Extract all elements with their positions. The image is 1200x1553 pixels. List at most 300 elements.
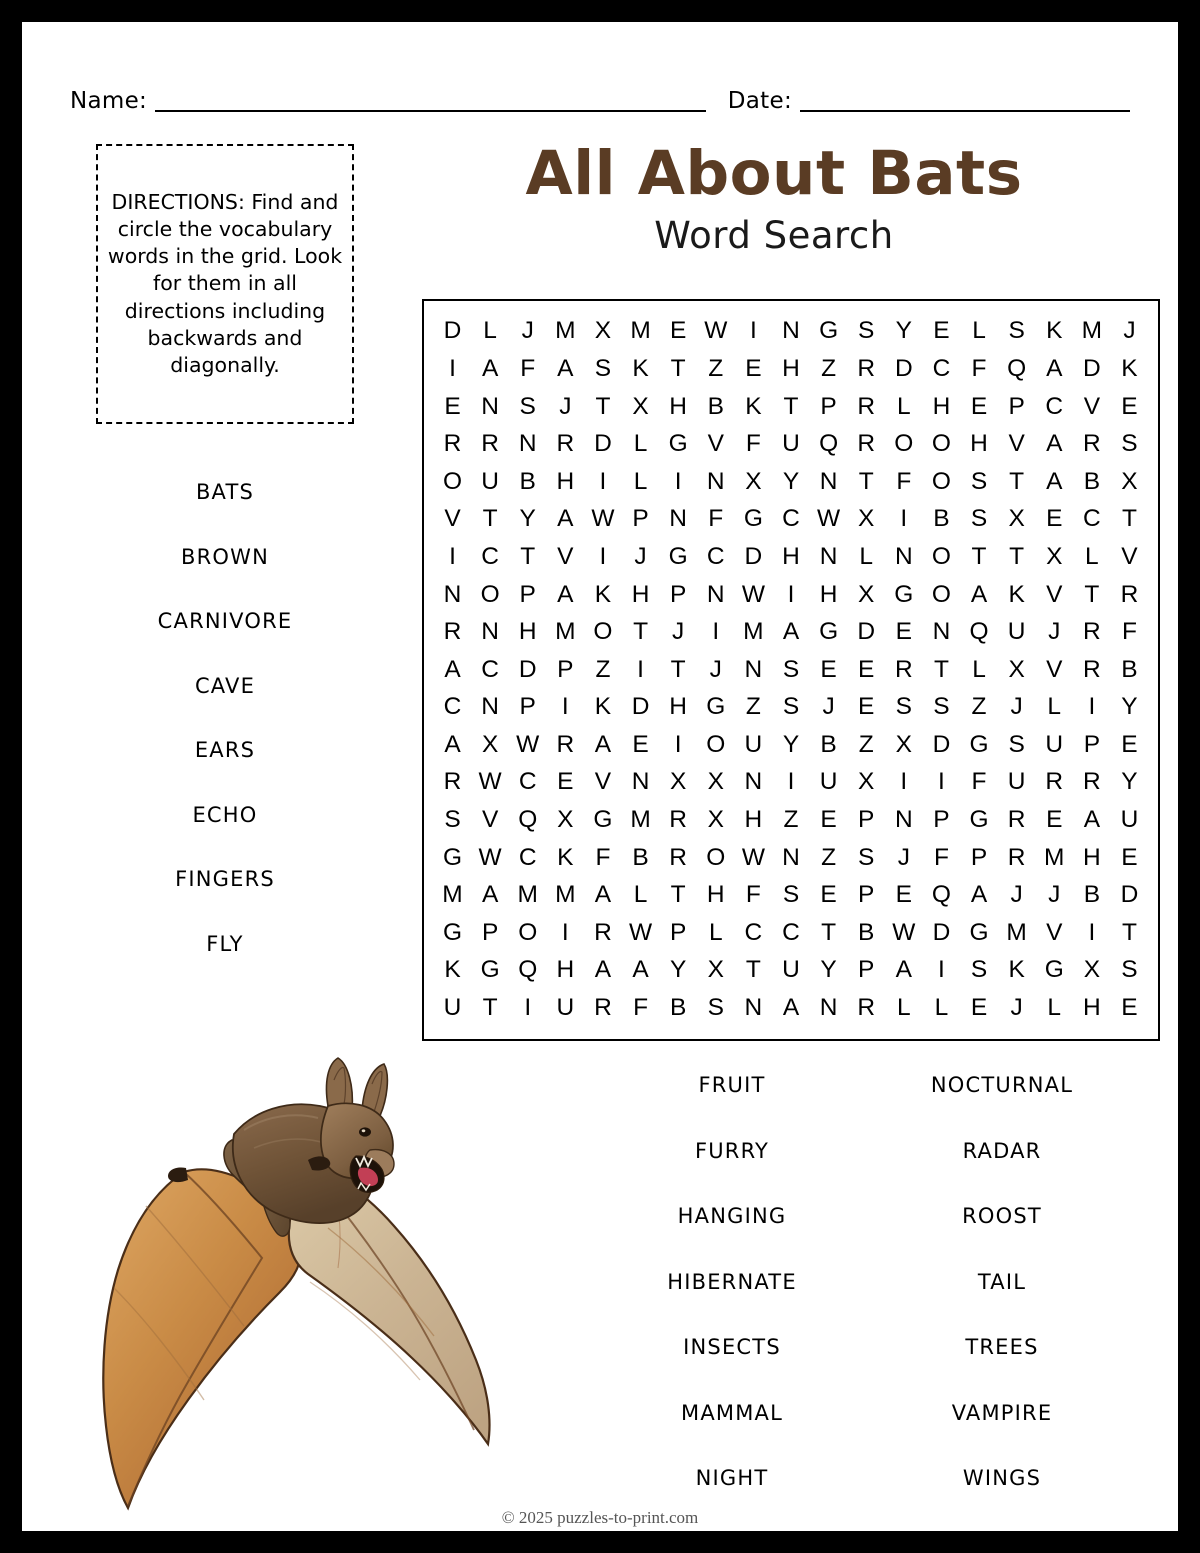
grid-cell[interactable]: B bbox=[1083, 881, 1101, 909]
grid-cell[interactable]: M bbox=[630, 317, 651, 345]
grid-cell[interactable]: V bbox=[594, 768, 612, 796]
grid-cell[interactable]: H bbox=[669, 693, 687, 721]
grid-cell[interactable]: A bbox=[594, 881, 612, 909]
grid-cell[interactable]: W bbox=[628, 918, 653, 946]
grid-cell[interactable]: Z bbox=[595, 655, 611, 683]
grid-cell[interactable]: D bbox=[744, 542, 763, 570]
grid-cell[interactable]: C bbox=[518, 843, 537, 871]
grid-cell[interactable]: Z bbox=[783, 806, 799, 834]
grid-cell[interactable]: N bbox=[481, 392, 499, 420]
grid-cell[interactable]: I bbox=[561, 693, 569, 721]
grid-cell[interactable]: R bbox=[857, 354, 876, 382]
grid-cell[interactable]: E bbox=[1121, 392, 1138, 420]
grid-cell[interactable]: E bbox=[1046, 505, 1063, 533]
grid-cell[interactable]: E bbox=[820, 655, 837, 683]
grid-cell[interactable]: Y bbox=[820, 956, 837, 984]
grid-cell[interactable]: A bbox=[481, 881, 499, 909]
grid-cell[interactable]: B bbox=[933, 505, 950, 533]
grid-cell[interactable]: D bbox=[857, 618, 876, 646]
grid-cell[interactable]: M bbox=[1044, 843, 1065, 871]
grid-cell[interactable]: C bbox=[782, 505, 800, 533]
grid-cell[interactable]: C bbox=[782, 918, 800, 946]
grid-cell[interactable]: T bbox=[633, 618, 649, 646]
grid-cell[interactable]: L bbox=[1047, 994, 1062, 1022]
grid-cell[interactable]: V bbox=[1121, 542, 1138, 570]
grid-cell[interactable]: R bbox=[556, 730, 575, 758]
grid-cell[interactable]: I bbox=[938, 768, 945, 796]
grid-cell[interactable]: T bbox=[971, 542, 987, 570]
grid-cell[interactable]: C bbox=[744, 918, 763, 946]
grid-cell[interactable]: N bbox=[819, 542, 838, 570]
grid-cell[interactable]: Z bbox=[745, 693, 761, 721]
grid-cell[interactable]: D bbox=[631, 693, 650, 721]
grid-cell[interactable]: G bbox=[969, 730, 989, 758]
grid-cell[interactable]: G bbox=[442, 843, 463, 871]
grid-cell[interactable]: X bbox=[858, 505, 875, 533]
grid-cell[interactable]: A bbox=[594, 730, 612, 758]
grid-cell[interactable]: X bbox=[1083, 956, 1101, 984]
grid-cell[interactable]: N bbox=[894, 542, 913, 570]
grid-cell[interactable]: W bbox=[704, 317, 728, 345]
grid-cell[interactable]: Y bbox=[519, 505, 536, 533]
grid-cell[interactable]: H bbox=[631, 580, 650, 608]
grid-cell[interactable]: A bbox=[481, 354, 499, 382]
grid-cell[interactable]: W bbox=[817, 505, 841, 533]
grid-cell[interactable]: K bbox=[1008, 956, 1025, 984]
grid-cell[interactable]: A bbox=[1046, 430, 1063, 458]
grid-cell[interactable]: H bbox=[706, 881, 725, 909]
grid-cell[interactable]: K bbox=[594, 580, 612, 608]
grid-cell[interactable]: S bbox=[782, 655, 800, 683]
grid-cell[interactable]: N bbox=[894, 806, 913, 834]
grid-cell[interactable]: S bbox=[933, 693, 950, 721]
grid-cell[interactable]: R bbox=[443, 618, 462, 646]
grid-cell[interactable]: X bbox=[632, 392, 649, 420]
grid-cell[interactable]: I bbox=[674, 467, 682, 495]
grid-cell[interactable]: L bbox=[972, 317, 986, 345]
grid-cell[interactable]: Q bbox=[1007, 354, 1027, 382]
grid-cell[interactable]: D bbox=[1120, 881, 1139, 909]
grid-cell[interactable]: R bbox=[594, 994, 612, 1022]
grid-cell[interactable]: V bbox=[1046, 580, 1063, 608]
grid-cell[interactable]: T bbox=[745, 956, 761, 984]
grid-cell[interactable]: N bbox=[782, 317, 800, 345]
grid-cell[interactable]: W bbox=[741, 843, 765, 871]
grid-cell[interactable]: O bbox=[593, 618, 613, 646]
grid-cell[interactable]: A bbox=[557, 505, 574, 533]
grid-cell[interactable]: B bbox=[858, 918, 875, 946]
grid-cell[interactable]: I bbox=[1088, 693, 1096, 721]
grid-cell[interactable]: N bbox=[782, 843, 800, 871]
grid-cell[interactable]: V bbox=[1008, 430, 1025, 458]
grid-cell[interactable]: Z bbox=[821, 354, 837, 382]
grid-cell[interactable]: O bbox=[706, 843, 726, 871]
grid-cell[interactable]: H bbox=[1083, 994, 1101, 1022]
grid-cell[interactable]: X bbox=[745, 467, 762, 495]
grid-cell[interactable]: U bbox=[819, 768, 838, 796]
grid-cell[interactable]: E bbox=[632, 730, 649, 758]
grid-cell[interactable]: X bbox=[1008, 505, 1025, 533]
grid-cell[interactable]: G bbox=[819, 618, 839, 646]
grid-cell[interactable]: J bbox=[1048, 881, 1061, 909]
grid-cell[interactable]: M bbox=[1006, 918, 1027, 946]
grid-cell[interactable]: N bbox=[518, 430, 537, 458]
grid-cell[interactable]: J bbox=[1010, 994, 1023, 1022]
grid-cell[interactable]: A bbox=[1046, 354, 1063, 382]
grid-cell[interactable]: G bbox=[668, 542, 688, 570]
grid-cell[interactable]: S bbox=[594, 354, 612, 382]
grid-cell[interactable]: T bbox=[933, 655, 949, 683]
grid-cell[interactable]: L bbox=[633, 430, 648, 458]
grid-cell[interactable]: N bbox=[819, 994, 838, 1022]
grid-cell[interactable]: P bbox=[933, 806, 950, 834]
grid-cell[interactable]: W bbox=[591, 505, 615, 533]
grid-cell[interactable]: N bbox=[819, 467, 838, 495]
grid-cell[interactable]: S bbox=[782, 693, 800, 721]
grid-cell[interactable]: M bbox=[555, 317, 576, 345]
grid-cell[interactable]: S bbox=[1008, 317, 1025, 345]
grid-cell[interactable]: G bbox=[706, 693, 726, 721]
grid-cell[interactable]: I bbox=[1088, 918, 1096, 946]
grid-cell[interactable]: B bbox=[519, 467, 536, 495]
grid-cell[interactable]: I bbox=[599, 467, 607, 495]
grid-cell[interactable]: B bbox=[669, 994, 687, 1022]
grid-cell[interactable]: A bbox=[557, 354, 574, 382]
grid-cell[interactable]: Y bbox=[669, 956, 687, 984]
grid-cell[interactable]: B bbox=[1121, 655, 1138, 683]
grid-cell[interactable]: N bbox=[744, 655, 763, 683]
grid-cell[interactable]: P bbox=[1083, 730, 1101, 758]
grid-cell[interactable]: W bbox=[478, 768, 502, 796]
grid-cell[interactable]: S bbox=[970, 467, 988, 495]
grid-cell[interactable]: R bbox=[481, 430, 499, 458]
grid-cell[interactable]: T bbox=[670, 354, 686, 382]
grid-cell[interactable]: A bbox=[970, 580, 988, 608]
grid-cell[interactable]: R bbox=[669, 806, 687, 834]
grid-cell[interactable]: N bbox=[631, 768, 650, 796]
grid-cell[interactable]: U bbox=[1120, 806, 1139, 834]
grid-cell[interactable]: Z bbox=[708, 354, 724, 382]
grid-cell[interactable]: C bbox=[481, 542, 499, 570]
grid-cell[interactable]: Q bbox=[518, 806, 538, 834]
grid-cell[interactable]: C bbox=[706, 542, 725, 570]
grid-cell[interactable]: G bbox=[668, 430, 688, 458]
grid-cell[interactable]: R bbox=[857, 392, 876, 420]
grid-cell[interactable]: G bbox=[743, 505, 763, 533]
grid-cell[interactable]: N bbox=[481, 693, 499, 721]
grid-cell[interactable]: Q bbox=[819, 430, 839, 458]
grid-cell[interactable]: E bbox=[1121, 994, 1138, 1022]
grid-cell[interactable]: L bbox=[1047, 693, 1062, 721]
grid-cell[interactable]: T bbox=[783, 392, 799, 420]
grid-cell[interactable]: Q bbox=[518, 956, 538, 984]
grid-cell[interactable]: K bbox=[557, 843, 574, 871]
grid-cell[interactable]: H bbox=[744, 806, 763, 834]
grid-cell[interactable]: T bbox=[670, 655, 686, 683]
grid-cell[interactable]: V bbox=[444, 505, 461, 533]
grid-cell[interactable]: X bbox=[858, 580, 875, 608]
grid-cell[interactable]: K bbox=[1121, 354, 1138, 382]
grid-cell[interactable]: H bbox=[556, 956, 575, 984]
grid-cell[interactable]: J bbox=[1010, 881, 1023, 909]
grid-cell[interactable]: N bbox=[932, 618, 951, 646]
grid-cell[interactable]: N bbox=[706, 467, 725, 495]
grid-cell[interactable]: X bbox=[1121, 467, 1138, 495]
grid-cell[interactable]: Y bbox=[1121, 693, 1138, 721]
grid-cell[interactable]: J bbox=[709, 655, 722, 683]
grid-cell[interactable]: V bbox=[1046, 655, 1063, 683]
grid-cell[interactable]: P bbox=[481, 918, 499, 946]
grid-cell[interactable]: I bbox=[900, 505, 908, 533]
grid-cell[interactable]: T bbox=[1121, 505, 1137, 533]
grid-cell[interactable]: O bbox=[706, 730, 726, 758]
grid-cell[interactable]: J bbox=[897, 843, 910, 871]
grid-cell[interactable]: L bbox=[633, 467, 648, 495]
grid-cell[interactable]: V bbox=[707, 430, 724, 458]
grid-cell[interactable]: N bbox=[744, 768, 763, 796]
grid-cell[interactable]: H bbox=[556, 467, 575, 495]
grid-cell[interactable]: I bbox=[900, 768, 908, 796]
grid-cell[interactable]: L bbox=[859, 542, 874, 570]
grid-cell[interactable]: S bbox=[782, 881, 800, 909]
grid-cell[interactable]: I bbox=[599, 542, 607, 570]
grid-cell[interactable]: V bbox=[557, 542, 574, 570]
grid-cell[interactable]: T bbox=[520, 542, 536, 570]
grid-cell[interactable]: T bbox=[821, 918, 837, 946]
grid-cell[interactable]: V bbox=[1083, 392, 1101, 420]
grid-cell[interactable]: Y bbox=[782, 730, 800, 758]
grid-cell[interactable]: B bbox=[632, 843, 649, 871]
grid-cell[interactable]: M bbox=[517, 881, 538, 909]
grid-cell[interactable]: C bbox=[932, 354, 951, 382]
grid-cell[interactable]: L bbox=[934, 994, 949, 1022]
grid-cell[interactable]: I bbox=[449, 542, 456, 570]
grid-cell[interactable]: X bbox=[707, 956, 724, 984]
grid-cell[interactable]: Y bbox=[782, 467, 800, 495]
grid-cell[interactable]: D bbox=[594, 430, 612, 458]
grid-cell[interactable]: T bbox=[1084, 580, 1100, 608]
grid-cell[interactable]: A bbox=[782, 618, 800, 646]
grid-cell[interactable]: G bbox=[969, 918, 989, 946]
grid-cell[interactable]: R bbox=[1007, 806, 1026, 834]
grid-cell[interactable]: P bbox=[632, 505, 649, 533]
grid-cell[interactable]: G bbox=[894, 580, 914, 608]
grid-cell[interactable]: G bbox=[480, 956, 500, 984]
grid-cell[interactable]: J bbox=[1123, 317, 1136, 345]
grid-cell[interactable]: F bbox=[971, 354, 987, 382]
grid-cell[interactable]: T bbox=[482, 505, 498, 533]
grid-cell[interactable]: M bbox=[555, 618, 576, 646]
grid-cell[interactable]: P bbox=[970, 843, 988, 871]
grid-cell[interactable]: J bbox=[1010, 693, 1023, 721]
grid-cell[interactable]: S bbox=[1121, 430, 1138, 458]
grid-cell[interactable]: D bbox=[932, 918, 951, 946]
grid-cell[interactable]: O bbox=[480, 580, 500, 608]
grid-cell[interactable]: E bbox=[444, 392, 461, 420]
grid-cell[interactable]: W bbox=[516, 730, 540, 758]
grid-cell[interactable]: R bbox=[1083, 618, 1101, 646]
grid-cell[interactable]: F bbox=[520, 354, 536, 382]
grid-cell[interactable]: Z bbox=[971, 693, 987, 721]
grid-cell[interactable]: I bbox=[749, 317, 757, 345]
grid-cell[interactable]: U bbox=[744, 730, 763, 758]
grid-cell[interactable]: L bbox=[633, 881, 648, 909]
grid-cell[interactable]: E bbox=[1121, 843, 1138, 871]
grid-cell[interactable]: G bbox=[969, 806, 989, 834]
grid-cell[interactable]: H bbox=[518, 618, 537, 646]
grid-cell[interactable]: A bbox=[444, 655, 461, 683]
grid-cell[interactable]: U bbox=[782, 956, 800, 984]
grid-cell[interactable]: X bbox=[481, 730, 499, 758]
grid-cell[interactable]: C bbox=[1083, 505, 1101, 533]
grid-cell[interactable]: W bbox=[741, 580, 765, 608]
grid-cell[interactable]: E bbox=[858, 693, 875, 721]
grid-cell[interactable]: U bbox=[782, 430, 800, 458]
grid-cell[interactable]: N bbox=[481, 618, 499, 646]
grid-cell[interactable]: V bbox=[481, 806, 499, 834]
grid-cell[interactable]: Y bbox=[1121, 768, 1138, 796]
grid-cell[interactable]: E bbox=[858, 655, 875, 683]
grid-cell[interactable]: E bbox=[1046, 806, 1063, 834]
grid-cell[interactable]: U bbox=[1007, 618, 1026, 646]
grid-cell[interactable]: F bbox=[745, 881, 761, 909]
grid-cell[interactable]: T bbox=[1009, 542, 1025, 570]
grid-cell[interactable]: P bbox=[669, 580, 687, 608]
grid-cell[interactable]: S bbox=[895, 693, 912, 721]
grid-cell[interactable]: P bbox=[669, 918, 687, 946]
grid-cell[interactable]: F bbox=[971, 768, 987, 796]
grid-cell[interactable]: M bbox=[743, 618, 764, 646]
grid-cell[interactable]: U bbox=[443, 994, 462, 1022]
grid-cell[interactable]: F bbox=[595, 843, 611, 871]
grid-cell[interactable]: D bbox=[443, 317, 462, 345]
grid-cell[interactable]: K bbox=[594, 693, 612, 721]
grid-cell[interactable]: M bbox=[442, 881, 463, 909]
grid-cell[interactable]: B bbox=[820, 730, 837, 758]
grid-cell[interactable]: P bbox=[858, 956, 875, 984]
grid-cell[interactable]: X bbox=[895, 730, 912, 758]
grid-cell[interactable]: I bbox=[787, 768, 795, 796]
grid-cell[interactable]: X bbox=[1008, 655, 1025, 683]
grid-cell[interactable]: F bbox=[1121, 618, 1137, 646]
grid-cell[interactable]: Q bbox=[931, 881, 951, 909]
grid-cell[interactable]: N bbox=[669, 505, 687, 533]
grid-cell[interactable]: I bbox=[787, 580, 795, 608]
grid-cell[interactable]: J bbox=[1048, 618, 1061, 646]
grid-cell[interactable]: S bbox=[970, 956, 988, 984]
grid-cell[interactable]: I bbox=[449, 354, 456, 382]
grid-cell[interactable]: Q bbox=[969, 618, 989, 646]
grid-cell[interactable]: A bbox=[1083, 806, 1101, 834]
grid-cell[interactable]: Z bbox=[858, 730, 874, 758]
grid-cell[interactable]: C bbox=[443, 693, 462, 721]
grid-cell[interactable]: X bbox=[557, 806, 574, 834]
grid-cell[interactable]: E bbox=[820, 806, 837, 834]
grid-cell[interactable]: S bbox=[1008, 730, 1025, 758]
grid-cell[interactable]: H bbox=[782, 542, 800, 570]
grid-cell[interactable]: R bbox=[1083, 655, 1101, 683]
grid-cell[interactable]: F bbox=[745, 430, 761, 458]
grid-cell[interactable]: D bbox=[894, 354, 913, 382]
grid-cell[interactable]: N bbox=[706, 580, 725, 608]
grid-cell[interactable]: P bbox=[858, 806, 875, 834]
grid-cell[interactable]: S bbox=[519, 392, 536, 420]
grid-cell[interactable]: X bbox=[1046, 542, 1063, 570]
grid-cell[interactable]: A bbox=[970, 881, 988, 909]
grid-cell[interactable]: E bbox=[895, 881, 912, 909]
grid-cell[interactable]: J bbox=[822, 693, 835, 721]
grid-cell[interactable]: N bbox=[443, 580, 462, 608]
grid-cell[interactable]: O bbox=[442, 467, 463, 495]
grid-cell[interactable]: S bbox=[1121, 956, 1138, 984]
grid-cell[interactable]: J bbox=[634, 542, 647, 570]
grid-cell[interactable]: F bbox=[633, 994, 649, 1022]
grid-cell[interactable]: T bbox=[1009, 467, 1025, 495]
grid-cell[interactable]: O bbox=[931, 542, 951, 570]
grid-cell[interactable]: I bbox=[938, 956, 945, 984]
grid-cell[interactable]: M bbox=[630, 806, 651, 834]
grid-cell[interactable]: K bbox=[745, 392, 762, 420]
grid-cell[interactable]: E bbox=[970, 392, 988, 420]
grid-cell[interactable]: I bbox=[674, 730, 682, 758]
grid-cell[interactable]: U bbox=[1007, 768, 1026, 796]
grid-cell[interactable]: G bbox=[819, 317, 839, 345]
grid-cell[interactable]: A bbox=[782, 994, 800, 1022]
grid-cell[interactable]: A bbox=[594, 956, 612, 984]
grid-cell[interactable]: X bbox=[669, 768, 687, 796]
grid-cell[interactable]: K bbox=[444, 956, 461, 984]
grid-cell[interactable]: T bbox=[482, 994, 498, 1022]
grid-cell[interactable]: R bbox=[857, 994, 876, 1022]
grid-cell[interactable]: R bbox=[443, 768, 462, 796]
grid-cell[interactable]: R bbox=[1083, 768, 1101, 796]
grid-cell[interactable]: S bbox=[444, 806, 461, 834]
grid-cell[interactable]: K bbox=[632, 354, 649, 382]
grid-cell[interactable]: D bbox=[518, 655, 537, 683]
grid-cell[interactable]: S bbox=[707, 994, 724, 1022]
grid-cell[interactable]: S bbox=[858, 317, 875, 345]
grid-cell[interactable]: P bbox=[519, 693, 536, 721]
grid-cell[interactable]: E bbox=[1121, 730, 1138, 758]
grid-cell[interactable]: N bbox=[744, 994, 763, 1022]
grid-cell[interactable]: V bbox=[1046, 918, 1063, 946]
grid-cell[interactable]: Y bbox=[895, 317, 912, 345]
grid-cell[interactable]: K bbox=[1046, 317, 1063, 345]
grid-cell[interactable]: I bbox=[561, 918, 569, 946]
grid-cell[interactable]: K bbox=[1008, 580, 1025, 608]
grid-cell[interactable]: H bbox=[669, 392, 687, 420]
grid-cell[interactable]: I bbox=[637, 655, 644, 683]
grid-cell[interactable]: D bbox=[932, 730, 951, 758]
grid-cell[interactable]: E bbox=[745, 354, 762, 382]
grid-cell[interactable]: J bbox=[559, 392, 572, 420]
grid-cell[interactable]: P bbox=[557, 655, 574, 683]
grid-cell[interactable]: P bbox=[858, 881, 875, 909]
grid-cell[interactable]: F bbox=[708, 505, 724, 533]
grid-cell[interactable]: H bbox=[970, 430, 988, 458]
grid-cell[interactable]: J bbox=[521, 317, 534, 345]
name-input-line[interactable] bbox=[155, 110, 706, 112]
grid-cell[interactable]: A bbox=[1046, 467, 1063, 495]
grid-cell[interactable]: U bbox=[1045, 730, 1064, 758]
grid-cell[interactable]: R bbox=[1083, 430, 1101, 458]
grid-cell[interactable]: O bbox=[931, 467, 951, 495]
grid-cell[interactable]: W bbox=[892, 918, 916, 946]
grid-cell[interactable]: L bbox=[1085, 542, 1099, 570]
grid-cell[interactable]: H bbox=[1083, 843, 1101, 871]
grid-cell[interactable]: R bbox=[1045, 768, 1064, 796]
grid-cell[interactable]: R bbox=[1120, 580, 1139, 608]
